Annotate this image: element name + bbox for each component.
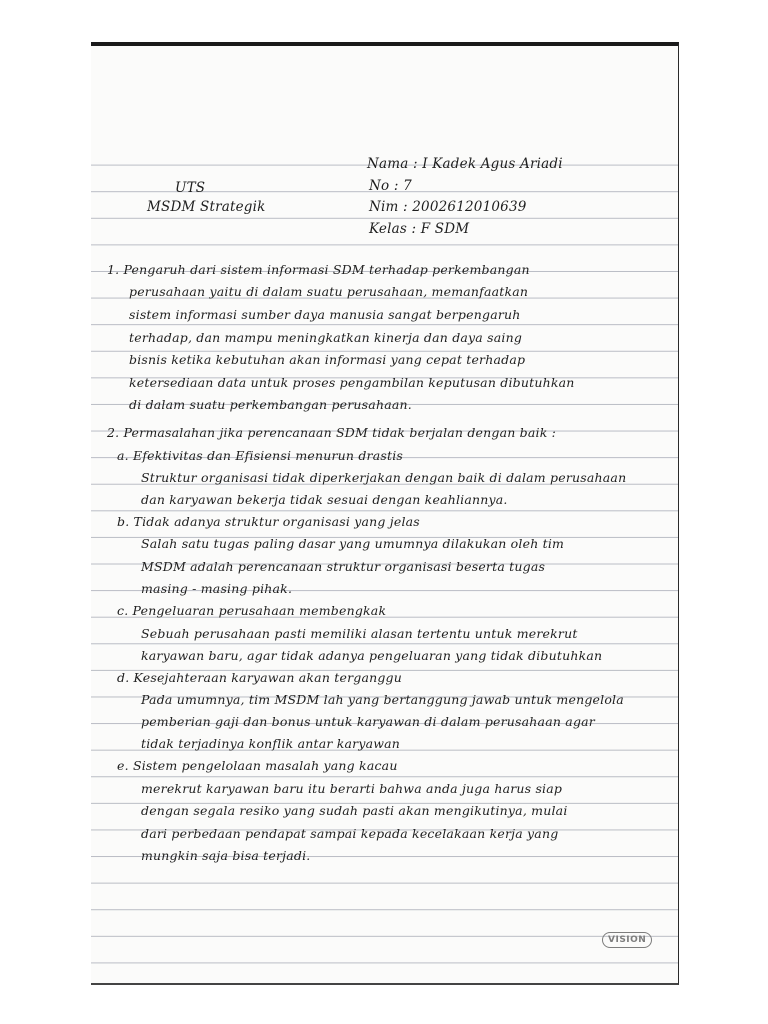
notebook-page — [91, 42, 679, 985]
answer1-line: ketersediaan data untuk proses pengambilan keputusan dibutuhkan — [129, 375, 575, 390]
name-line: Nama : I Kadek Agus Ariadi — [367, 156, 563, 172]
answer1-line: perusahaan yaitu di dalam suatu perusahaan, memanfaatkan — [129, 284, 529, 299]
nim-line: Nim : 2002612010639 — [369, 199, 527, 215]
answer1-line: terhadap, dan mampu meningkatkan kinerja dan daya saing — [129, 330, 523, 345]
answer2-title: 2. Permasalahan jika perencanaan SDM tidak berjalan dengan baik : — [107, 425, 557, 440]
kelas-line: Kelas : F SDM — [369, 221, 470, 237]
answer2-line: dan karyawan bekerja tidak sesuai dengan keahliannya. — [141, 492, 508, 507]
answer1-line: bisnis ketika kebutuhan akan informasi yang cepat terhadap — [129, 352, 526, 367]
answer2-line: karyawan baru, agar tidak adanya pengeluaran yang tidak dibutuhkan — [141, 648, 603, 663]
answer2-line: masing - masing pihak. — [141, 581, 293, 596]
answer2-line: Salah satu tugas paling dasar yang umumnya dilakukan oleh tim — [141, 536, 565, 551]
answer2-line: pemberian gaji dan bonus untuk karyawan di dalam perusahaan agar — [141, 714, 595, 729]
answer1-line: sistem informasi sumber daya manusia sangat berpengaruh — [129, 307, 521, 322]
answer2-line: Sebuah perusahaan pasti memiliki alasan tertentu untuk merekrut — [141, 626, 578, 641]
notebook-brand-logo: VISION — [602, 932, 652, 948]
answer2-point-b: b. Tidak adanya struktur organisasi yang jelas — [117, 514, 420, 529]
answer2-point-a: a. Efektivitas dan Efisiensi menurun drastis — [117, 448, 404, 463]
answer2-point-e: e. Sistem pengelolaan masalah yang kacau — [117, 758, 398, 773]
page-top-margin — [91, 46, 678, 139]
answer1-line: 1. Pengaruh dari sistem informasi SDM terhadap perkembangan — [107, 262, 530, 277]
answer2-line: MSDM adalah perencanaan struktur organisasi beserta tugas — [141, 559, 546, 574]
no-line: No : 7 — [369, 178, 412, 194]
answer1-line: di dalam suatu perkembangan perusahaan. — [129, 397, 412, 412]
answer2-point-c: c. Pengeluaran perusahaan membengkak — [117, 603, 387, 618]
answer2-point-d: d. Kesejahteraan karyawan akan terganggu — [117, 670, 403, 685]
answer2-line: mungkin saja bisa terjadi. — [141, 848, 311, 863]
answer2-line: dari perbedaan pendapat sampai kepada kecelakaan kerja yang — [141, 826, 559, 841]
subject-uts: UTS — [175, 180, 206, 196]
answer2-line: Struktur organisasi tidak diperkerjakan dengan baik di dalam perusahaan — [141, 470, 627, 485]
answer2-line: merekrut karyawan baru itu berarti bahwa anda juga harus siap — [141, 781, 563, 796]
answer2-line: Pada umumnya, tim MSDM lah yang bertanggung jawab untuk mengelola — [141, 692, 624, 707]
answer2-line: tidak terjadinya konflik antar karyawan — [141, 736, 401, 751]
answer2-line: dengan segala resiko yang sudah pasti akan mengikutinya, mulai — [141, 803, 568, 818]
subject-msdm: MSDM Strategik — [147, 199, 266, 215]
